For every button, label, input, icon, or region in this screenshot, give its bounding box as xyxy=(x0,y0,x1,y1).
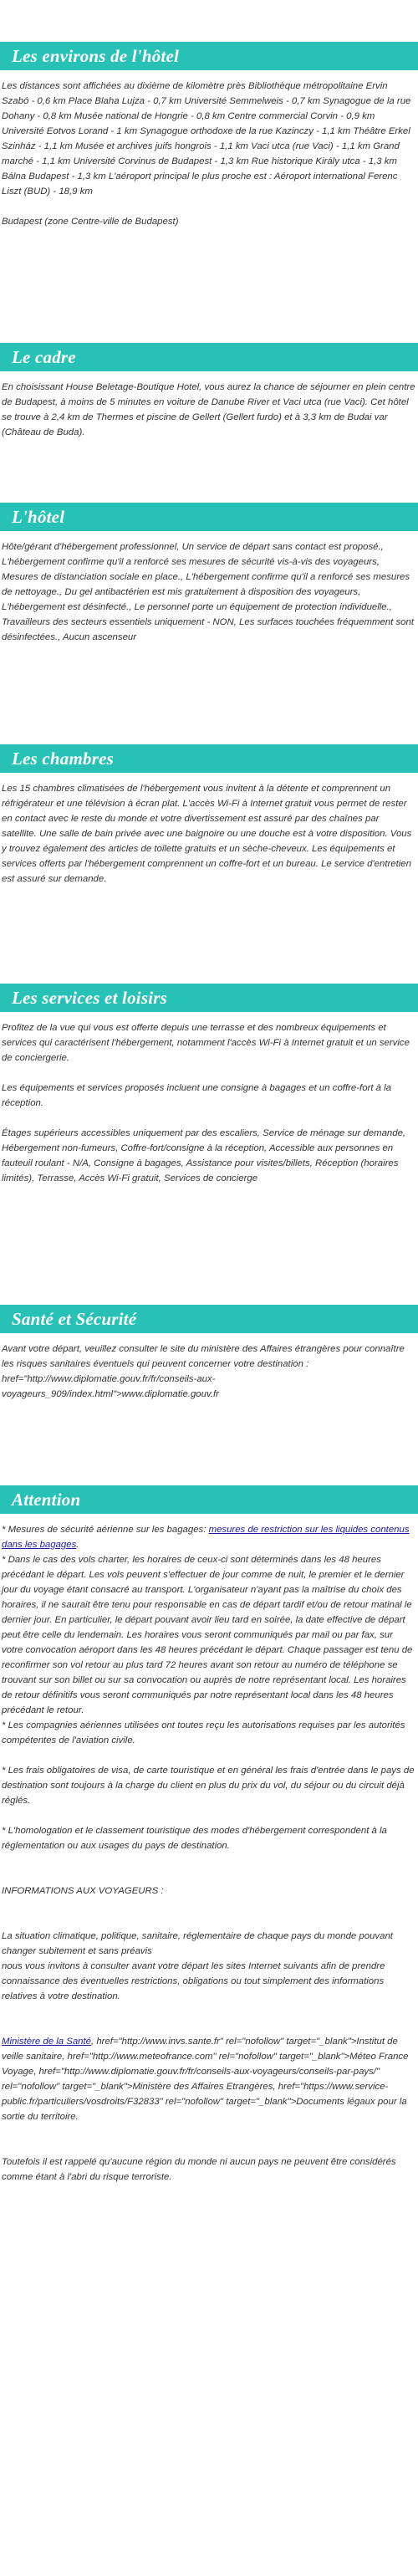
section-header xyxy=(0,1305,418,1333)
section-body xyxy=(0,1333,418,1402)
hotel-text: Hôte/gérant d'hébergement professionnel, Un service de départ sans contact est proposé., L'hébergement confirme qu'il a renforcé ses mesures de sécurité vis-à-vis des voyageurs, Mesures de distanciation sociale en place., L'hébergement confirme qu'il a renforcé ses mesures de nettoyage., Du gel antibactérien est mis gratuitement à disposition des voyageurs, L'hébergement est désinfecté., Le personnel porte un équipement de protection individuelle., Travailleurs des secteurs essentiels uniquement - NON, Les surfaces touchées fréquemment sont désinfectées., Aucun ascenseur xyxy=(2,542,414,642)
sante-section xyxy=(0,1305,418,1402)
section-header xyxy=(0,343,418,371)
baggage-security-text xyxy=(2,1522,416,1552)
section-title: Les services et loisirs xyxy=(12,987,167,1008)
section-body xyxy=(0,70,418,229)
services-text-2: Les équipements et services proposés incluent une consigne à bagages et un coffre-fort à la réception. xyxy=(2,1083,392,1108)
services-text-1: Profitez de la vue qui vous est offerte depuis une terrasse et des nombreux équipements et services qui caractérisent l'hébergement, notamment l'accès Wi-Fi à Internet gratuit et un service de conciergerie. xyxy=(2,1023,410,1063)
sante-text: Avant votre départ, veuillez consulter le site du ministère des Affaires étrangères pour connaître les risques sanitaires éventuels qui peuvent concerner votre destination : href="http://www.diplomatie.gouv.fr/fr/conseils-aux-voyageurs_909/index.html">www.diplomatie.gouv.fr xyxy=(2,1344,405,1399)
section-header xyxy=(0,42,418,70)
visa-fees-text: * Les frais obligatoires de visa, de carte touristique et en général les frais d'entrée dans le pays de destination sont toujours à la charge du client en plus du prix du vol, du séjour ou du circuit déjà réglés. xyxy=(2,1766,415,1806)
section-title: Les chambres xyxy=(12,748,114,769)
section-body xyxy=(0,371,418,440)
zone-text: Budapest (zone Centre-ville de Budapest) xyxy=(2,217,179,227)
section-header xyxy=(0,503,418,531)
section-body xyxy=(0,1514,418,2185)
baggage-security-suffix: . xyxy=(76,1540,79,1550)
baggage-security-prefix: * Mesures de sécurité aérienne sur les bagages: xyxy=(2,1525,209,1535)
section-title: Le cadre xyxy=(12,346,76,367)
section-header xyxy=(0,744,418,773)
cadre-text: En choisissant House Beletage-Boutique Hotel, vous aurez la chance de séjourner en plein centre de Budapest, à moins de 5 minutes en voiture de Danube River et Vaci utca (rue Vaci). Cet hôtel se trouve à 2,4 km de Thermes et piscine de Gellert (Gellert furdo) et à 3,3 km de Budai var (Château de Buda). xyxy=(2,382,415,437)
section-header xyxy=(0,984,418,1012)
section-body xyxy=(0,531,418,645)
environs-section xyxy=(0,42,418,229)
section-header xyxy=(0,1485,418,1514)
services-text-3: Étages supérieurs accessibles uniquement par des escaliers, Service de ménage sur demande, Hébergement non-fumeurs, Coffre-fort/consigne à la réception, Accessible aux personnes en fauteuil roulant - N/A, Consigne à bagages, Assistance pour visites/billets, Réception (horaires limités), Terrasse, Accès Wi-Fi gratuit, Services de concierge xyxy=(2,1128,406,1183)
homologation-text: * L'homologation et le classement touristique des modes d'hébergement correspondent à la réglementation ou aux usages du pays de destination. xyxy=(2,1826,387,1851)
section-title: Les environs de l'hôtel xyxy=(12,45,180,66)
sante-ministry-link[interactable]: Ministère de la Santé xyxy=(2,2037,92,2047)
useful-links-text xyxy=(2,2034,416,2124)
traveller-info-heading: INFORMATIONS AUX VOYAGEURS : xyxy=(2,1886,164,1896)
services-section xyxy=(0,984,418,1186)
attention-section xyxy=(0,1485,418,2185)
charter-flights-text: * Dans le cas des vols charter, les horaires de ceux-ci sont déterminés dans les 48 heures précédant le départ. Les vols peuvent s'effectuer de jour comme de nuit, le premier et le dernier jour du voyage étant consacré au transport. L'organisateur n'ayant pas la maîtrise du choix des horaires, il ne saurait être tenu pour responsable en cas de départ tardif et/ou de retour matinal le dernier jour. En particulier, le départ pouvant avoir lieu tard en soirée, la date effective de départ peut être celle du lendemain. Les horaires vous seront communiqués par mail ou par fax, sur votre convocation aéroport dans les 48 heures précédant le départ. Chaque passager est tenu de reconfirmer son vol retour au plus tard 72 heures avant son retour au numéro de téléphone se trouvant sur son billet ou sur sa convocation ou auprès de notre représentant local. Les horaires de retour définitifs vous seront communiqués par notre représentant local dans les 48 heures précédant le retour. xyxy=(2,1555,413,1715)
section-body xyxy=(0,1012,418,1186)
distances-text: Les distances sont affichées au dixième de kilomètre près Bibliothèque métropolitaine Ervin Szabó - 0,6 km Place Blaha Lujza - 0,7 km Université Semmelweis - 0,7 km Synagogue de la rue Dohany - 0,8 km Musée national de Hongrie - 0,8 km Centre commercial Corvin - 0,9 km Université Eotvos Lorand - 1 km Synagogue orthodoxe de la rue Kazinczy - 1,1 km Théâtre Erkel Szinház - 1,1 km Musée et archives juifs hongrois - 1,1 km Vaci utca (rue Vaci) - 1,1 km Grand marché - 1,1 km Université Corvinus de Budapest - 1,3 km Rue historique Király utca - 1,3 km Bálna Budapest - 1,3 km L'aéroport principal le plus proche est : Aéroport international Ferenc Liszt (BUD) - 18,9 km xyxy=(2,81,411,197)
terrorism-risk-text: Toutefois il est rappelé qu'aucune région du monde ni aucun pays ne peuvent être considérés comme étant à l'abri du risque terroriste. xyxy=(2,2157,396,2182)
cadre-section xyxy=(0,343,418,440)
section-body xyxy=(0,773,418,887)
section-title: Santé et Sécurité xyxy=(12,1308,137,1329)
chambres-text: Les 15 chambres climatisées de l'hébergement vous invitent à la détente et comprennent un réfrigérateur et une télévision à écran plat. L'accès Wi-Fi à Internet gratuit vous permet de rester en contact avec le reste du monde et votre divertissement est assuré par des chaînes par satellite. Une salle de bain privée avec une baignoire ou une douche est à votre disposition. Vous y trouvez également des articles de toilette gratuits et un sèche-cheveux. Les équipements et services offerts par l'hébergement comprennent un coffre-fort et un bureau. Le service d'entretien est assuré sur demande. xyxy=(2,784,412,884)
airlines-text: * Les compagnies aériennes utilisées ont toutes reçu les autorisations requises par les autorités compétentes de l'aviation civile. xyxy=(2,1720,405,1745)
useful-links-rest: , href="http://www.invs.sante.fr" rel="nofollow" target="_blank">Institut de veille sanitaire, href="http://www.meteofrance.com" rel="nofollow" target="_blank">Méteo France Voyage, href="http://www.diplomatie.gouv.fr/fr/conseils-aux-voyageurs/conseils-par-pays/" rel="nofollow" target="_blank">Ministère des Affaires Etrangères, href="https://www.service-public.fr/particuliers/vosdroits/F32833" rel="nofollow" target="_blank">Documents légaux pour la sortie du territoire. xyxy=(2,2037,409,2122)
chambres-section xyxy=(0,744,418,887)
hotel-section xyxy=(0,503,418,645)
section-title: L'hôtel xyxy=(12,506,65,527)
liquids-restriction-link[interactable]: mesures de restriction sur les liquides contenus dans les bagages xyxy=(2,1525,410,1550)
situation-text: La situation climatique, politique, sanitaire, réglementaire de chaque pays du monde pouvant changer subitement et sans préavis nous vous invitons à consulter avant votre départ les sites Internet suivants afin de prendre connaissance des éventuelles restrictions, obligations ou tout simplement des informations relatives à votre destination. xyxy=(2,1931,393,2001)
section-title: Attention xyxy=(12,1489,81,1510)
